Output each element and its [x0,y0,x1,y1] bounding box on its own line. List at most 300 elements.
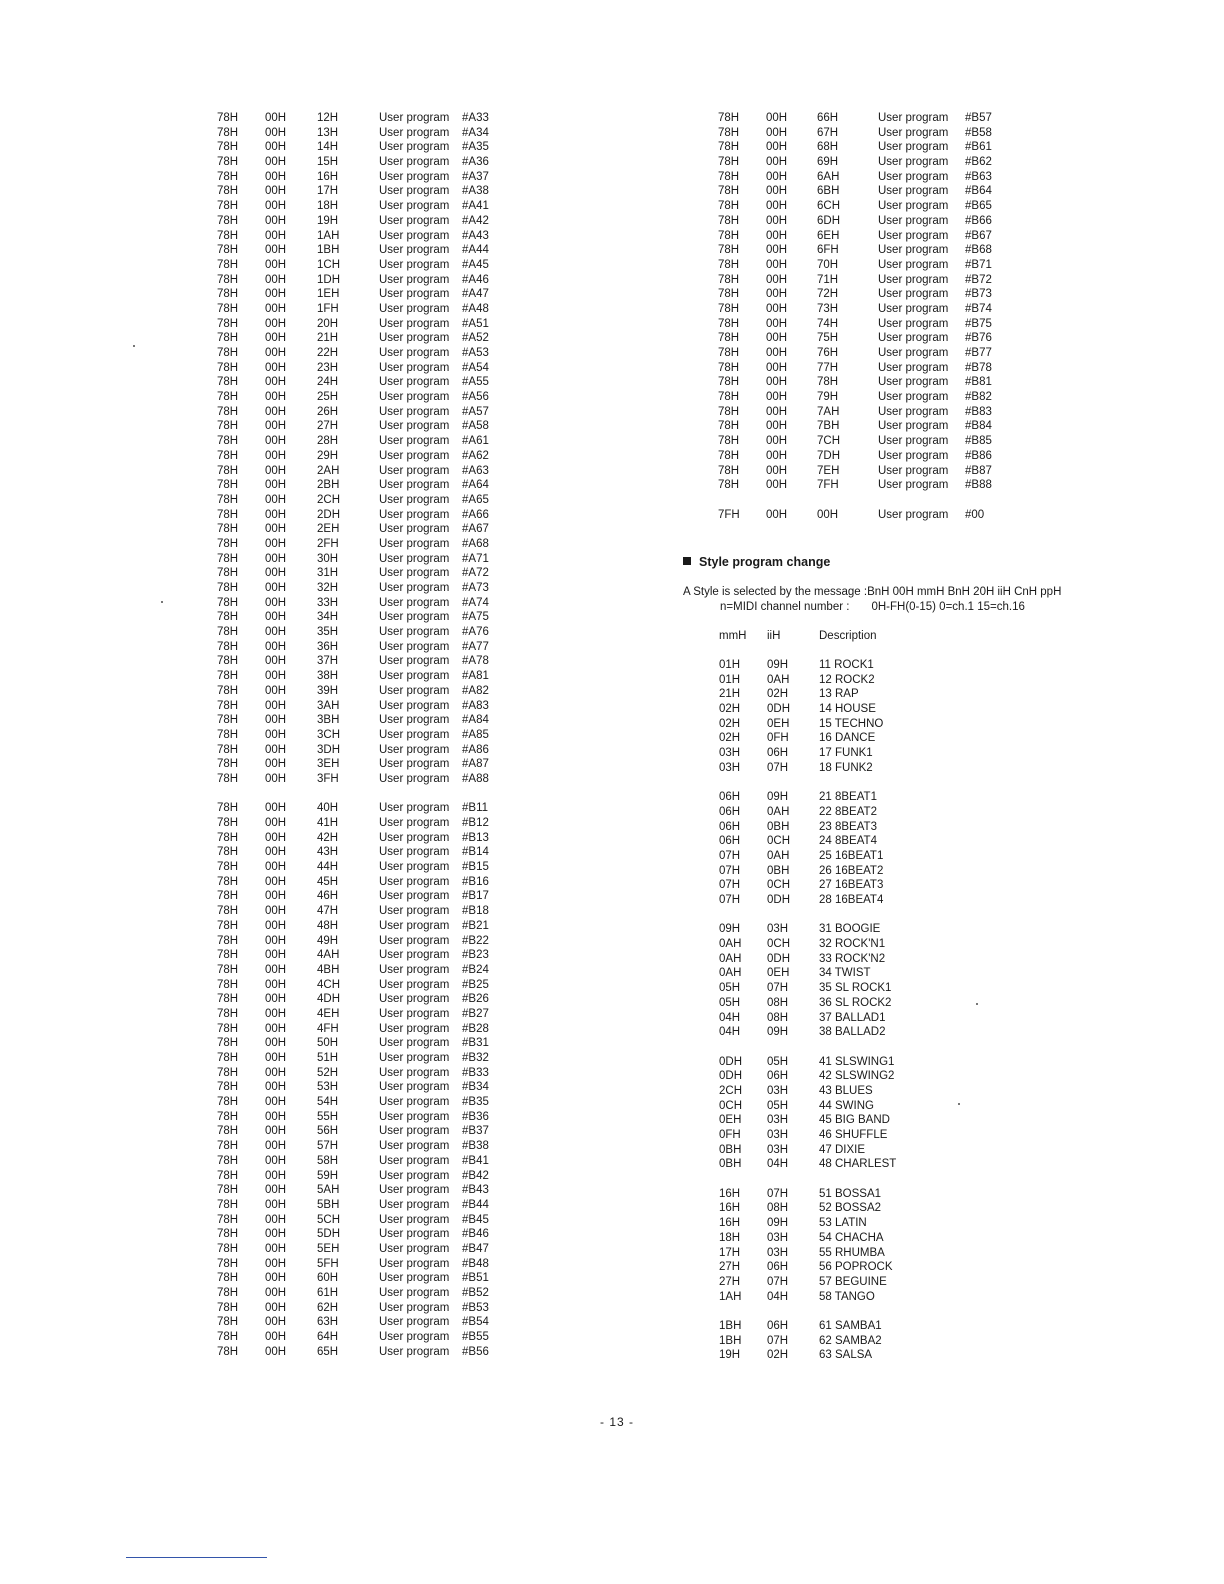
bank-lsb-cell: 62H [317,1301,339,1314]
bank-lsb-cell: 18H [317,200,339,213]
mm-value-cell: 16H [719,1217,741,1230]
col-header-ii: iiH [767,630,781,642]
ii-value-cell: 0EH [767,717,790,730]
bank-lsb-cell: 53H [317,1081,339,1094]
status-byte-cell: 78H [718,244,740,257]
program-number-cell: #B42 [462,1169,489,1182]
bank-msb-cell: 00H [265,420,287,433]
style-description-cell: 25 16BEAT1 [819,849,884,862]
bank-msb-cell: 00H [265,758,287,771]
status-byte-cell: 78H [217,1052,239,1064]
bank-lsb-cell: 3BH [317,714,340,727]
bank-msb-cell: 00H [265,552,287,565]
program-type-cell: User program [379,993,450,1006]
bank-lsb-cell: 1BH [317,244,340,257]
program-number-cell: #B85 [965,435,992,448]
status-byte-cell: 78H [217,743,239,756]
program-type-cell: User program [379,611,450,624]
program-number-cell: #A83 [462,699,489,712]
bank-lsb-cell: 56H [317,1125,339,1138]
program-number-cell: #A72 [462,567,489,580]
program-number-cell: #A61 [462,435,489,448]
bank-lsb-cell: 57H [317,1140,339,1153]
program-type-cell: User program [878,391,949,404]
status-byte-cell: 78H [217,347,239,359]
mm-value-cell: 02H [719,703,741,716]
bank-msb-cell: 00H [265,317,287,330]
program-number-cell: #B63 [965,170,992,183]
bank-msb-cell: 00H [766,376,788,389]
bank-lsb-cell: 49H [317,934,339,947]
program-number-cell: #A45 [462,258,489,271]
program-type-cell: User program [379,655,450,668]
bank-msb-cell: 00H [265,1081,287,1094]
style-description-cell: 24 8BEAT4 [819,835,877,848]
section-heading [683,555,830,569]
mm-value-cell: 07H [719,849,741,862]
program-type-cell: User program [878,420,949,433]
ii-value-cell: 0AH [767,805,790,818]
bank-msb-cell: 00H [265,817,287,829]
program-type-cell: User program [379,420,450,433]
ii-value-cell: 05H [767,1055,789,1068]
style-description-cell: 45 BIG BAND [819,1114,890,1127]
ii-value-cell: 07H [767,1187,789,1200]
program-type-cell: User program [379,934,450,947]
bank-msb-cell: 00H [265,582,287,594]
bank-msb-cell: 00H [265,493,287,506]
mm-value-cell: 1AH [719,1290,742,1303]
status-byte-cell: 78H [718,273,740,286]
status-byte-cell: 78H [217,861,239,874]
program-number-cell: #A85 [462,728,489,741]
program-type-cell: User program [878,449,949,462]
bank-msb-cell: 00H [265,479,287,492]
ii-value-cell: 0BH [767,820,790,833]
bank-lsb-cell: 5AH [317,1184,340,1197]
status-byte-cell: 78H [718,214,740,227]
program-number-cell: #A66 [462,508,489,521]
bank-msb-cell: 00H [766,317,788,330]
status-byte-cell: 78H [718,449,740,462]
status-byte-cell: 78H [217,875,239,888]
bank-msb-cell: 00H [265,1272,287,1285]
bank-lsb-cell: 68H [817,141,839,154]
ii-value-cell: 0AH [767,673,790,686]
style-description-cell: 23 8BEAT3 [819,820,877,833]
bank-msb-cell: 00H [766,464,788,477]
ii-value-cell: 03H [767,1143,789,1156]
mm-value-cell: 2CH [719,1084,743,1097]
channel-note [720,601,1025,613]
bank-msb-cell: 00H [265,229,287,242]
bank-msb-cell: 00H [766,229,788,242]
bank-lsb-cell: 76H [817,347,839,359]
status-byte-cell: 78H [718,156,740,169]
status-byte-cell: 78H [217,714,239,727]
status-byte-cell: 78H [217,802,239,815]
program-number-cell: #B23 [462,949,489,962]
program-number-cell: #A43 [462,229,489,242]
bank-msb-cell: 00H [265,1198,287,1211]
bank-msb-cell: 00H [265,258,287,271]
style-description-cell: 13 RAP [819,688,859,701]
program-number-cell: #B34 [462,1081,489,1094]
status-byte-cell: 78H [217,376,239,389]
program-type-cell: User program [379,949,450,962]
ii-value-cell: 0EH [767,967,790,980]
bank-lsb-cell: 3FH [317,772,339,785]
bank-lsb-cell: 63H [317,1316,339,1329]
mm-value-cell: 19H [719,1349,741,1362]
program-type-cell: User program [379,391,450,404]
program-type-cell: User program [379,963,450,976]
bank-msb-cell: 00H [265,435,287,448]
status-byte-cell: 78H [217,1242,239,1255]
bank-lsb-cell: 37H [317,655,339,668]
program-type-cell: User program [379,1184,450,1197]
program-type-cell: User program [379,332,450,345]
status-byte-cell: 78H [217,1184,239,1197]
bank-msb-cell: 00H [265,288,287,301]
bank-msb-cell: 00H [265,1110,287,1123]
program-type-cell: User program [379,875,450,888]
program-type-cell: User program [379,905,450,918]
program-number-cell: #A38 [462,185,489,198]
style-description-cell: 57 BEGUINE [819,1275,887,1288]
mm-value-cell: 06H [719,791,741,804]
bank-lsb-cell: 7EH [817,464,840,477]
status-byte-cell: 78H [217,273,239,286]
bank-msb-cell: 00H [265,846,287,859]
status-byte-cell: 78H [718,229,740,242]
bank-lsb-cell: 67H [817,126,839,139]
program-number-cell: #B73 [965,288,992,301]
status-byte-cell: 78H [217,949,239,962]
program-number-cell: #B53 [462,1301,489,1314]
bank-msb-cell: 00H [265,684,287,697]
status-byte-cell: 78H [217,1007,239,1020]
bank-lsb-cell: 77H [817,361,839,374]
ii-value-cell: 02H [767,1349,789,1362]
status-byte-cell: 78H [217,185,239,198]
status-byte-cell: 78H [217,728,239,741]
bank-lsb-cell: 23H [317,361,339,374]
program-number-cell: #A35 [462,141,489,154]
status-byte-cell: 78H [217,1316,239,1329]
status-byte-cell: 78H [217,141,239,154]
program-number-cell: #B56 [462,1345,489,1358]
bank-msb-cell: 00H [766,405,788,418]
program-type-cell: User program [878,508,949,521]
status-byte-cell: 78H [217,1228,239,1241]
style-description-cell: 55 RHUMBA [819,1246,885,1259]
program-type-cell: User program [379,567,450,580]
status-byte-cell: 78H [718,317,740,330]
bank-msb-cell: 00H [265,1037,287,1050]
scan-speck [958,1103,960,1105]
bank-lsb-cell: 4AH [317,949,340,962]
program-number-cell: #B26 [462,993,489,1006]
program-number-cell: #B46 [462,1228,489,1241]
bank-msb-cell: 00H [265,919,287,932]
ii-value-cell: 03H [767,1084,789,1097]
program-number-cell: #B83 [965,405,992,418]
bullet-square-icon [683,557,691,565]
mm-value-cell: 07H [719,879,741,892]
status-byte-cell: 78H [217,170,239,183]
bank-msb-cell: 00H [265,772,287,785]
program-type-cell: User program [379,273,450,286]
bank-lsb-cell: 32H [317,582,339,594]
program-number-cell: #A47 [462,288,489,301]
bank-lsb-cell: 2CH [317,493,341,506]
mm-value-cell: 06H [719,805,741,818]
program-number-cell: #A55 [462,376,489,389]
bank-msb-cell: 00H [265,1331,287,1344]
bank-msb-cell: 00H [766,244,788,257]
bank-lsb-cell: 34H [317,611,339,624]
program-number-cell: #A37 [462,170,489,183]
ii-value-cell: 06H [767,1319,789,1332]
bank-lsb-cell: 42H [317,831,339,844]
bank-msb-cell: 00H [265,361,287,374]
bank-lsb-cell: 14H [317,141,339,154]
status-byte-cell: 78H [217,1257,239,1270]
style-description-cell: 11 ROCK1 [819,659,874,671]
bank-lsb-cell: 4DH [317,993,341,1006]
bank-msb-cell: 00H [265,1096,287,1109]
style-description-cell: 58 TANGO [819,1290,875,1303]
bank-lsb-cell: 20H [317,317,339,330]
program-type-cell: User program [379,714,450,727]
mm-value-cell: 07H [719,864,741,877]
program-number-cell: #A77 [462,640,489,653]
bank-msb-cell: 00H [265,1316,287,1329]
program-type-cell: User program [379,596,450,609]
bank-lsb-cell: 51H [317,1052,339,1064]
program-type-cell: User program [379,758,450,771]
program-type-cell: User program [379,141,450,154]
program-number-cell: #B21 [462,919,489,932]
bank-lsb-cell: 39H [317,684,339,697]
bank-msb-cell: 00H [265,1052,287,1064]
bank-lsb-cell: 4BH [317,963,340,976]
program-type-cell: User program [379,1066,450,1079]
status-byte-cell: 78H [217,1154,239,1167]
program-type-cell: User program [379,1110,450,1123]
page-number: - 13 - [600,1415,635,1429]
style-description-cell: 15 TECHNO [819,717,884,730]
bank-msb-cell: 00H [265,1007,287,1020]
program-number-cell: #B51 [462,1272,489,1285]
bank-msb-cell: 00H [265,831,287,844]
program-number-cell: #A63 [462,464,489,477]
bank-lsb-cell: 4EH [317,1007,340,1020]
style-description-cell: 33 ROCK'N2 [819,952,886,965]
program-number-cell: #B32 [462,1052,489,1064]
program-type-cell: User program [379,229,450,242]
style-description-cell: 31 BOOGIE [819,923,881,936]
bank-msb-cell: 00H [766,332,788,345]
bank-lsb-cell: 17H [317,185,339,198]
program-number-cell: #A48 [462,302,489,315]
program-number-cell: #A62 [462,449,489,462]
status-byte-cell: 78H [217,831,239,844]
program-type-cell: User program [379,523,450,536]
status-byte-cell: 78H [217,846,239,859]
program-type-cell: User program [379,978,450,991]
program-type-cell: User program [379,405,450,418]
program-number-cell: #B33 [462,1066,489,1079]
status-byte-cell: 78H [217,214,239,227]
program-type-cell: User program [379,861,450,874]
program-number-cell: #B52 [462,1287,489,1299]
program-number-cell: #B18 [462,905,489,918]
bank-lsb-cell: 33H [317,596,339,609]
bank-lsb-cell: 6EH [817,229,840,242]
bank-msb-cell: 00H [265,699,287,712]
ii-value-cell: 09H [767,1026,789,1039]
mm-value-cell: 0FH [719,1129,741,1141]
program-type-cell: User program [379,1272,450,1285]
program-type-cell: User program [379,817,450,829]
program-number-cell: #B38 [462,1140,489,1153]
bank-lsb-cell: 1EH [317,288,340,301]
program-number-cell: #B55 [462,1331,489,1344]
status-byte-cell: 78H [217,626,239,639]
program-number-cell: #B64 [965,185,992,198]
style-description-cell: 18 FUNK2 [819,761,873,774]
program-number-cell: #A82 [462,684,489,697]
program-type-cell: User program [379,728,450,741]
bank-msb-cell: 00H [766,302,788,315]
program-number-cell: #B68 [965,244,992,257]
program-type-cell: User program [878,244,949,257]
scan-speck [976,1003,978,1005]
ii-value-cell: 0AH [767,849,790,862]
bank-lsb-cell: 6DH [817,214,841,227]
program-number-cell: #B27 [462,1007,489,1020]
program-number-cell: #B12 [462,817,489,829]
program-number-cell: #A42 [462,214,489,227]
program-type-cell: User program [379,1228,450,1241]
program-type-cell: User program [379,626,450,639]
bank-msb-cell: 00H [265,1213,287,1226]
bank-lsb-cell: 6BH [817,185,840,198]
program-type-cell: User program [878,464,949,477]
program-number-cell: #B72 [965,273,992,286]
program-number-cell: #B17 [462,890,489,903]
status-byte-cell: 78H [217,229,239,242]
program-number-cell: #A51 [462,317,489,330]
bank-msb-cell: 00H [265,405,287,418]
status-byte-cell: 78H [718,420,740,433]
program-number-cell: #A44 [462,244,489,257]
program-number-cell: #B15 [462,861,489,874]
style-description-cell: 42 SLSWING2 [819,1070,895,1083]
program-number-cell: #A81 [462,670,489,683]
status-byte-cell: 78H [217,611,239,624]
status-byte-cell: 78H [217,420,239,433]
status-byte-cell: 78H [718,435,740,448]
program-number-cell: #B25 [462,978,489,991]
bank-lsb-cell: 16H [317,170,339,183]
bank-lsb-cell: 24H [317,376,339,389]
style-description-cell: 48 CHARLEST [819,1158,897,1171]
bank-msb-cell: 00H [265,743,287,756]
mm-value-cell: 07H [719,894,741,906]
program-number-cell: #B54 [462,1316,489,1329]
program-type-cell: User program [379,890,450,903]
program-type-cell: User program [379,1096,450,1109]
bank-msb-cell: 00H [265,714,287,727]
bank-lsb-cell: 4CH [317,978,341,991]
program-type-cell: User program [379,361,450,374]
bank-msb-cell: 00H [265,1140,287,1153]
style-description-cell: 61 SAMBA1 [819,1319,882,1332]
status-byte-cell: 78H [718,302,740,315]
program-number-cell: #A67 [462,523,489,536]
status-byte-cell: 78H [217,1213,239,1226]
bank-lsb-cell: 41H [317,817,339,829]
status-byte-cell: 78H [217,567,239,580]
bank-lsb-cell: 21H [317,332,339,345]
program-type-cell: User program [379,1198,450,1211]
bank-lsb-cell: 3CH [317,728,341,741]
bank-msb-cell: 00H [265,449,287,462]
ii-value-cell: 03H [767,1246,789,1259]
program-type-cell: User program [379,347,450,359]
program-type-cell: User program [379,435,450,448]
style-description-cell: 16 DANCE [819,732,876,745]
program-type-cell: User program [379,1257,450,1270]
program-number-cell: #B88 [965,479,992,492]
program-number-cell: #A57 [462,405,489,418]
program-number-cell: #A74 [462,596,489,609]
program-type-cell: User program [878,347,949,359]
program-type-cell: User program [878,302,949,315]
program-number-cell: #B41 [462,1154,489,1167]
bank-lsb-cell: 70H [817,258,839,271]
status-byte-cell: 78H [217,640,239,653]
bank-lsb-cell: 15H [317,156,339,169]
status-byte-cell: 78H [718,347,740,359]
bank-lsb-cell: 1FH [317,302,339,315]
bank-lsb-cell: 48H [317,919,339,932]
status-byte-cell: 78H [217,655,239,668]
status-byte-cell: 78H [217,1110,239,1123]
status-byte-cell: 78H [217,934,239,947]
style-description-cell: 54 CHACHA [819,1231,884,1244]
program-number-cell: #A34 [462,126,489,139]
status-byte-cell: 78H [217,435,239,448]
style-description-cell: 44 SWING [819,1099,874,1112]
program-type-cell: User program [878,170,949,183]
bank-msb-cell: 00H [265,156,287,169]
style-description-cell: 28 16BEAT4 [819,894,884,906]
status-byte-cell: 78H [217,464,239,477]
status-byte-cell: 78H [217,582,239,594]
bank-lsb-cell: 6CH [817,200,841,213]
bank-msb-cell: 00H [265,1257,287,1270]
program-type-cell: User program [379,479,450,492]
status-byte-cell: 78H [217,126,239,139]
ii-value-cell: 05H [767,1099,789,1112]
status-byte-cell: 78H [217,1125,239,1138]
bank-msb-cell: 00H [265,185,287,198]
program-number-cell: #A86 [462,743,489,756]
